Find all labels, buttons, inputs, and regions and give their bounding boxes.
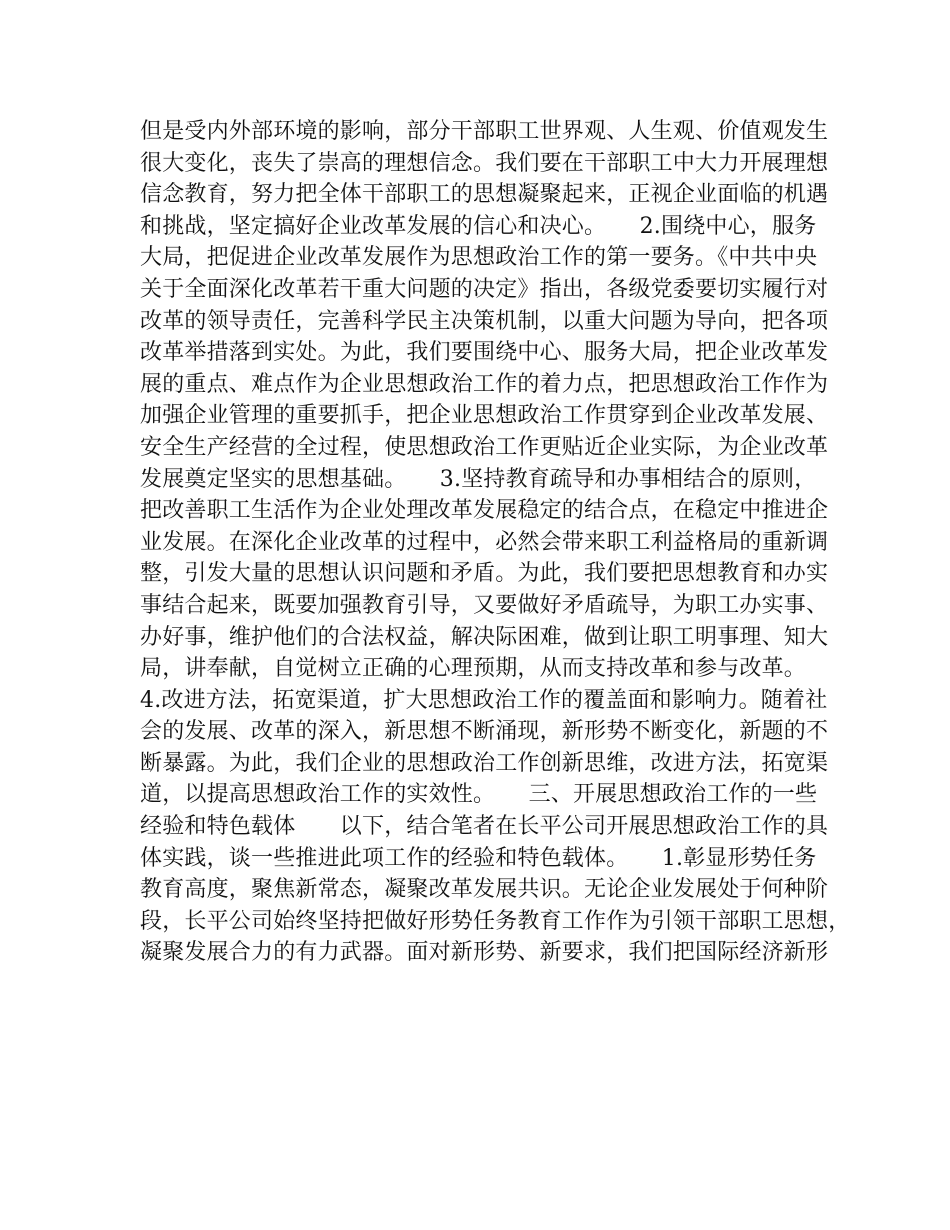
text-line: 展的重点、难点作为企业思想政治工作的着力点，把思想政治工作作为 [140,371,829,397]
text-line: 很大变化，丧失了崇高的理想信念。我们要在干部职工中大力开展理想 [140,150,829,176]
text-line: 改革举措落到实处。为此，我们要围绕中心、服务大局，把企业改革发 [140,340,829,366]
text-line: 关于全面深化改革若干重大问题的决定》指出，各级党委要切实履行对 [140,276,829,302]
text-line: 4.改进方法，拓宽渠道，扩大思想政治工作的覆盖面和影响力。随着社 [140,687,828,713]
text-line: 体实践，谈一些推进此项工作的经验和特色载体。 1.彰显形势任务 [140,845,817,871]
body-text [140,116,851,969]
text-line: 道，以提高思想政治工作的实效性。 三、开展思想政治工作的一些 [140,782,818,808]
text-line: 把改善职工生活作为企业处理改革发展稳定的结合点，在稳定中推进企 [140,498,829,524]
text-line: 事结合起来，既要加强教育引导，又要做好矛盾疏导，为职工办实事、 [140,592,829,618]
text-line: 发展奠定坚实的思想基础。 3.坚持教育疏导和办事相结合的原则， [140,466,817,492]
text-line: 安全生产经营的全过程，使思想政治工作更贴近企业实际，为企业改革 [140,434,829,460]
text-line: 加强企业管理的重要抓手，把企业思想政治工作贯穿到企业改革发展、 [140,403,829,429]
text-line: 和挑战，坚定搞好企业改革发展的信心和决心。 2.围绕中心，服务 [140,213,817,239]
text-line: 信念教育，努力把全体干部职工的思想凝聚起来，正视企业面临的机遇 [140,182,829,208]
text-line: 经验和特色载体 以下，结合笔者在长平公司开展思想政治工作的具 [140,814,829,840]
text-line: 整，引发大量的思想认识问题和矛盾。为此，我们要把思想教育和办实 [140,561,829,587]
text-line: 段，长平公司始终坚持把做好形势任务教育工作作为引领干部职工思想， [140,908,851,934]
text-line: 业发展。在深化企业改革的过程中，必然会带来职工利益格局的重新调 [140,529,829,555]
text-line: 凝聚发展合力的有力武器。面对新形势、新要求，我们把国际经济新形 [140,940,829,966]
text-line: 断暴露。为此，我们企业的思想政治工作创新思维，改进方法，拓宽渠 [140,750,829,776]
text-line: 大局，把促进企业改革发展作为思想政治工作的第一要务。《中共中央 [140,245,818,271]
text-line: 办好事，维护他们的合法权益，解决际困难，做到让职工明事理、知大 [140,624,829,650]
text-line: 教育高度，聚焦新常态，凝聚改革发展共识。无论企业发展处于何种阶 [140,877,829,903]
text-line: 局，讲奉献，自觉树立正确的心理预期，从而支持改革和参与改革。 [140,656,807,682]
text-line: 会的发展、改革的深入，新思想不断涌现，新形势不断变化，新题的不 [140,719,829,745]
text-line: 改革的领导责任，完善科学民主决策机制，以重大问题为导向，把各项 [140,308,829,334]
text-line: 但是受内外部环境的影响，部分干部职工世界观、人生观、价值观发生 [140,119,829,144]
